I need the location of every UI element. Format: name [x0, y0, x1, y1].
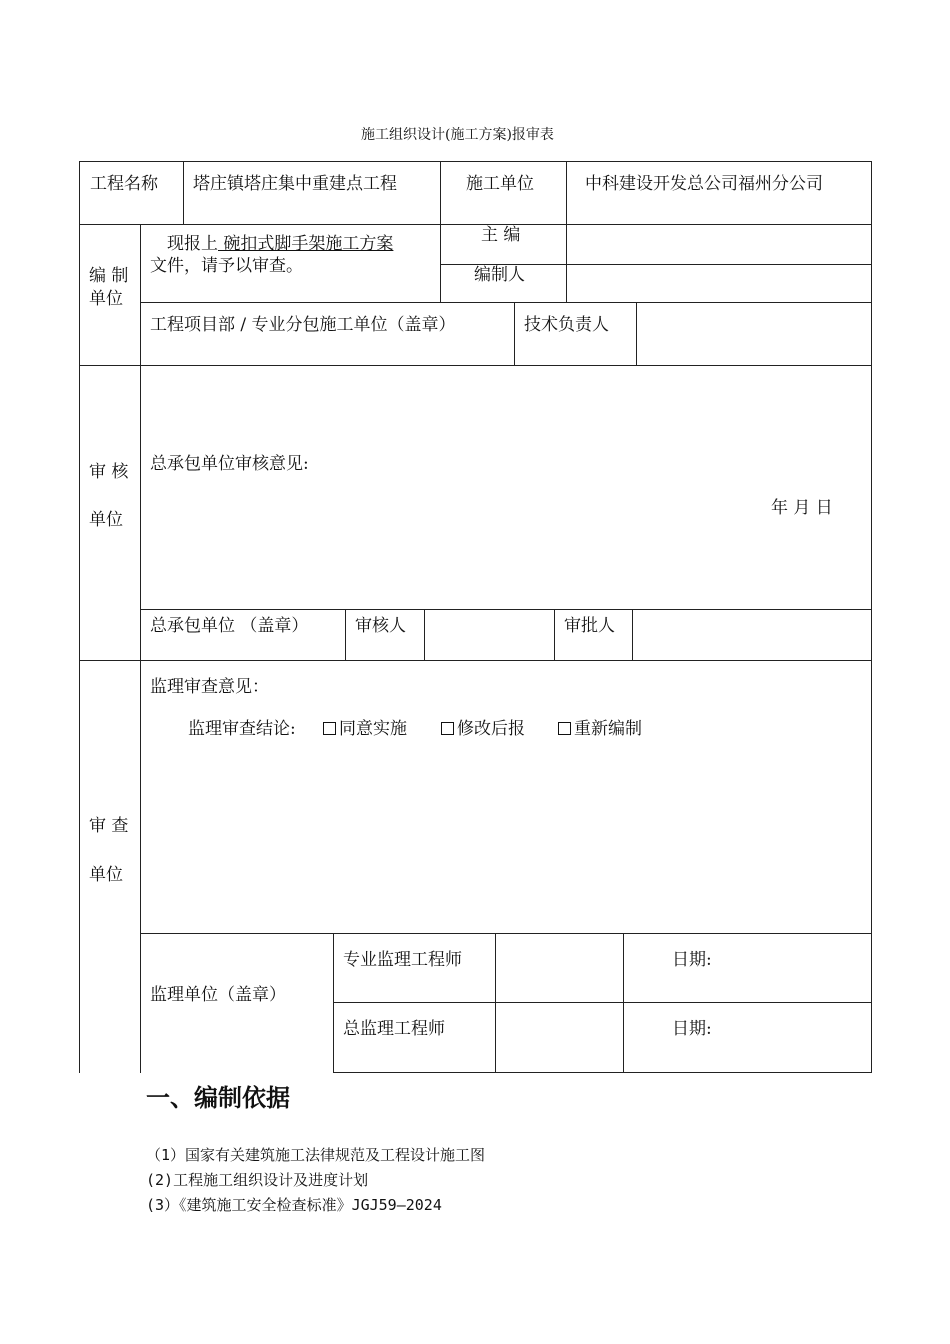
table-line: [514, 302, 515, 365]
checkbox-icon[interactable]: [558, 722, 571, 735]
table-line: [79, 660, 872, 661]
submit-suffix: 文件，请予以审查。: [150, 256, 303, 276]
table-line: [632, 609, 633, 660]
table-line: [554, 609, 555, 660]
review-opinion-label: 总承包单位审核意见:: [150, 454, 309, 474]
tech-lead-label: 技术负责人: [524, 315, 609, 335]
table-line: [623, 933, 624, 1073]
review-side-label-1: 审 核: [89, 462, 129, 482]
table-line: [566, 161, 567, 302]
table-line: [140, 933, 872, 934]
date-label-1: 日期:: [672, 950, 712, 970]
option-recompile-label: 重新编制: [574, 719, 642, 739]
table-line: [424, 609, 425, 660]
specialist-engineer-label: 专业监理工程师: [343, 950, 462, 970]
table-line: [440, 161, 441, 302]
form-title: 施工组织设计(施工方案)报审表: [361, 127, 554, 143]
section-heading: 一、编制依据: [146, 1084, 290, 1112]
supervision-stamp-label: 监理单位（盖章）: [150, 985, 286, 1005]
table-line: [140, 224, 141, 1073]
submit-prefix: 现报上: [167, 234, 218, 254]
chief-editor-label: 主 编: [481, 225, 521, 245]
compiler-label: 编制人: [474, 265, 525, 285]
table-line: [871, 161, 872, 1073]
list-item: （1）国家有关建筑施工法律规范及工程设计施工图: [146, 1146, 486, 1164]
option-approve[interactable]: [323, 718, 407, 740]
table-line: [140, 609, 872, 610]
table-line: [636, 302, 637, 365]
inspection-opinion-label: 监理审查意见：: [150, 677, 269, 697]
table-line: [495, 933, 496, 1073]
contractor-value: 中科建设开发总公司福州分公司: [585, 174, 823, 194]
review-date-placeholder: 年 月 日: [771, 498, 833, 518]
option-approve-label: 同意实施: [339, 719, 407, 739]
submission-text: [150, 233, 393, 255]
table-line: [79, 161, 872, 162]
table-line: [183, 161, 184, 224]
review-side-label-2: 单位: [89, 510, 123, 530]
table-line: [79, 365, 872, 366]
table-line: [333, 1072, 872, 1073]
project-name-value: 塔庄镇塔庄集中重建点工程: [193, 174, 397, 194]
date-label-2: 日期:: [672, 1019, 712, 1039]
review-stamp-label: 总承包单位 （盖章）: [150, 616, 309, 636]
dept-stamp-label: 工程项目部 / 专业分包施工单位（盖章）: [150, 315, 456, 335]
inspection-side-label-2: 单位: [89, 865, 123, 885]
approver-label: 审批人: [564, 616, 615, 636]
table-line: [333, 933, 334, 1073]
table-line: [79, 161, 80, 1073]
submitted-document: 碗扣式脚手架施工方案: [218, 234, 394, 254]
chief-engineer-label: 总监理工程师: [343, 1019, 445, 1039]
checkbox-icon[interactable]: [441, 722, 454, 735]
table-line: [79, 224, 872, 225]
reviewer-label: 审核人: [355, 616, 406, 636]
preparer-side-label-1: 编 制: [89, 266, 129, 286]
option-recompile[interactable]: [558, 718, 642, 740]
table-line: [140, 302, 872, 303]
inspection-side-label-1: 审 查: [89, 816, 129, 836]
contractor-label: 施工单位: [466, 174, 534, 194]
table-line: [345, 609, 346, 660]
table-line: [333, 1002, 872, 1003]
list-item: (2)工程施工组织设计及进度计划: [146, 1171, 369, 1189]
option-revise-label: 修改后报: [457, 719, 525, 739]
option-revise[interactable]: [441, 718, 525, 740]
inspection-conclusion-label: 监理审查结论:: [188, 719, 296, 739]
project-name-label: 工程名称: [90, 174, 158, 194]
list-item: (3）《建筑施工安全检查标准》JGJ59—2024: [146, 1196, 442, 1214]
checkbox-icon[interactable]: [323, 722, 336, 735]
preparer-side-label-2: 单位: [89, 289, 123, 309]
